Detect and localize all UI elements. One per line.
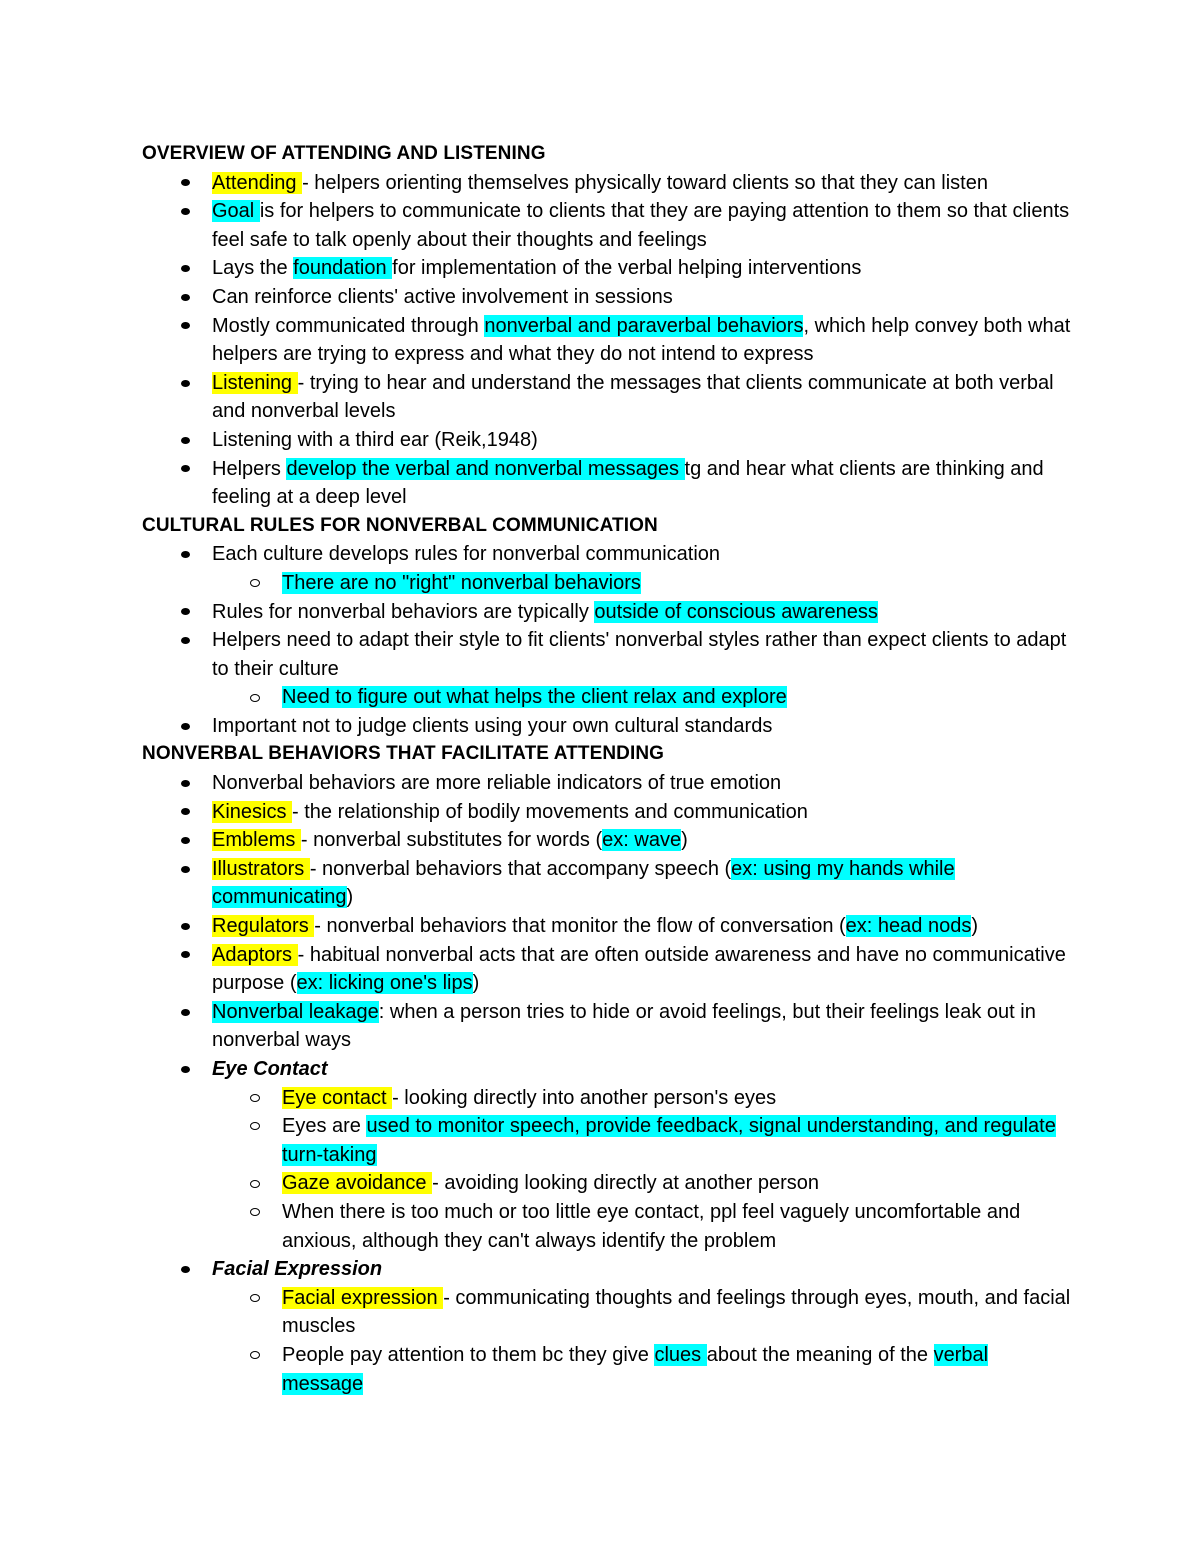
filled-disc-icon bbox=[178, 455, 192, 484]
cyan-highlighted-text: Nonverbal leakage bbox=[212, 1000, 379, 1023]
filled-disc-icon bbox=[178, 626, 192, 655]
text-run: - communicating thoughts and feelings through eyes, mouth, and facial muscles bbox=[282, 1286, 1071, 1338]
list-item bbox=[142, 169, 1072, 198]
list-item-text bbox=[212, 254, 1072, 283]
hollow-circle-icon bbox=[248, 1284, 262, 1313]
filled-disc-icon bbox=[178, 1255, 192, 1284]
list-item-text bbox=[212, 598, 1072, 627]
list-item bbox=[142, 598, 1072, 627]
text-run: Mostly communicated through bbox=[212, 314, 485, 337]
text-run: - nonverbal behaviors that accompany speech ( bbox=[309, 857, 732, 880]
cyan-highlighted-text: ex: using my hands while communicating bbox=[212, 857, 955, 909]
list-item-text bbox=[212, 1055, 1072, 1084]
cyan-highlighted-text: used to monitor speech, provide feedback, signal understanding, and regulate turn-taking bbox=[282, 1115, 1056, 1166]
list-item bbox=[142, 1198, 1072, 1255]
list-item bbox=[142, 569, 1072, 598]
cyan-highlighted-text: outside of conscious awareness bbox=[594, 600, 878, 623]
list-item bbox=[142, 855, 1072, 912]
list-item bbox=[142, 540, 1072, 569]
list-item bbox=[142, 826, 1072, 855]
text-run: Helpers need to adapt their style to fit clients' nonverbal styles rather than expect clients to adapt to their culture bbox=[212, 629, 1067, 680]
list-item-text bbox=[212, 369, 1072, 426]
notes-content bbox=[142, 140, 1072, 1398]
list-item-text bbox=[282, 1169, 1072, 1198]
text-run: - the relationship of bodily movements and communication bbox=[292, 800, 808, 823]
text-run: - trying to hear and understand the messages that clients communicate at both verbal and nonverbal levels bbox=[212, 371, 1054, 423]
text-run: Can reinforce clients' active involvement in sessions bbox=[212, 285, 673, 308]
subsection-title: Eye Contact bbox=[212, 1058, 328, 1080]
list-item-text bbox=[282, 1284, 1072, 1341]
text-run: for implementation of the verbal helping interventions bbox=[392, 257, 862, 280]
list-item bbox=[142, 312, 1072, 369]
filled-disc-icon bbox=[178, 197, 192, 226]
list-item bbox=[142, 426, 1072, 455]
text-run: Helpers bbox=[212, 457, 287, 480]
list-item bbox=[142, 798, 1072, 827]
text-run: , which help convey both what helpers are trying to express and what they do not intend to express bbox=[212, 314, 1071, 366]
list-item bbox=[142, 626, 1072, 683]
text-run: ) bbox=[346, 886, 354, 909]
list-item bbox=[142, 1255, 1072, 1284]
text-run: - avoiding looking directly at another person bbox=[432, 1172, 820, 1195]
list-item bbox=[142, 1112, 1072, 1169]
cyan-highlighted-text: ex: wave bbox=[602, 829, 682, 852]
filled-disc-icon bbox=[178, 912, 192, 941]
filled-disc-icon bbox=[178, 1055, 192, 1084]
yellow-highlighted-term: Kinesics bbox=[212, 800, 293, 823]
filled-disc-icon bbox=[178, 798, 192, 827]
text-run: about the meaning of the bbox=[706, 1343, 934, 1366]
list-item bbox=[142, 998, 1072, 1055]
list-item bbox=[142, 254, 1072, 283]
list-item bbox=[142, 1284, 1072, 1341]
hollow-circle-icon bbox=[248, 1341, 262, 1370]
text-run: : when a person tries to hide or avoid feelings, but their feelings leak out in nonverbal ways bbox=[212, 1000, 1036, 1052]
hollow-circle-icon bbox=[248, 683, 262, 712]
section-list bbox=[142, 769, 1072, 1398]
text-run: ) bbox=[681, 829, 688, 852]
text-run: Rules for nonverbal behaviors are typically bbox=[212, 600, 595, 623]
filled-disc-icon bbox=[178, 598, 192, 627]
filled-disc-icon bbox=[178, 998, 192, 1027]
cyan-highlighted-text: verbal message bbox=[282, 1343, 989, 1395]
filled-disc-icon bbox=[178, 369, 192, 398]
list-item-text bbox=[212, 540, 1072, 569]
list-item bbox=[142, 941, 1072, 998]
yellow-highlighted-term: Gaze avoidance bbox=[282, 1172, 433, 1195]
list-item bbox=[142, 197, 1072, 254]
yellow-highlighted-term: Emblems bbox=[212, 829, 301, 852]
list-item-text bbox=[282, 1084, 1072, 1113]
cyan-highlighted-text: There are no "right" nonverbal behaviors bbox=[282, 571, 641, 594]
filled-disc-icon bbox=[178, 712, 192, 741]
section-list bbox=[142, 540, 1072, 740]
list-item bbox=[142, 455, 1072, 512]
list-item bbox=[142, 1084, 1072, 1113]
section-heading: CULTURAL RULES FOR NONVERBAL COMMUNICATION bbox=[142, 514, 658, 536]
filled-disc-icon bbox=[178, 254, 192, 283]
text-run: - habitual nonverbal acts that are often outside awareness and have no communicative purpose ( bbox=[212, 943, 1066, 995]
list-item-text bbox=[212, 455, 1072, 512]
cyan-highlighted-text: ex: head nods bbox=[845, 915, 972, 938]
text-run: - helpers orienting themselves physically toward clients so that they can listen bbox=[302, 171, 988, 194]
text-run: Listening with a third ear (Reik,1948) bbox=[212, 428, 538, 451]
text-run: tg and hear what clients are thinking and feeling at a deep level bbox=[212, 457, 1044, 509]
hollow-circle-icon bbox=[248, 1112, 262, 1141]
list-item-text bbox=[282, 1341, 1072, 1398]
cyan-highlighted-text: clues bbox=[654, 1343, 707, 1366]
filled-disc-icon bbox=[178, 941, 192, 970]
section-heading: OVERVIEW OF ATTENDING AND LISTENING bbox=[142, 143, 546, 164]
text-run: Lays the bbox=[212, 257, 294, 280]
cyan-highlighted-text: develop the verbal and nonverbal messages bbox=[286, 457, 685, 480]
list-item-text bbox=[212, 855, 1072, 912]
list-item-text bbox=[212, 197, 1072, 254]
list-item-text bbox=[212, 1255, 1072, 1284]
text-run: is for helpers to communicate to clients that they are paying attention to them so that clients feel safe to talk openly about their thoughts and feelings bbox=[212, 200, 1070, 251]
text-run: ) bbox=[472, 972, 480, 995]
list-item-text bbox=[212, 998, 1072, 1055]
list-item bbox=[142, 769, 1072, 798]
cyan-highlighted-text: ex: licking one's lips bbox=[296, 972, 473, 995]
list-item bbox=[142, 912, 1072, 941]
cyan-highlighted-text: Need to figure out what helps the client relax and explore bbox=[282, 686, 787, 709]
yellow-highlighted-term: Adaptors bbox=[212, 943, 298, 966]
yellow-highlighted-term: Illustrators bbox=[212, 857, 310, 880]
list-item-text bbox=[212, 912, 1072, 941]
list-item-text bbox=[282, 569, 1072, 598]
list-item-text bbox=[212, 769, 1072, 798]
filled-disc-icon bbox=[178, 169, 192, 198]
list-item bbox=[142, 1169, 1072, 1198]
list-item bbox=[142, 283, 1072, 312]
filled-disc-icon bbox=[178, 769, 192, 798]
list-item bbox=[142, 1341, 1072, 1398]
section-list bbox=[142, 169, 1072, 512]
list-item-text bbox=[212, 312, 1072, 369]
filled-disc-icon bbox=[178, 540, 192, 569]
list-item bbox=[142, 1055, 1072, 1084]
list-item-text bbox=[282, 1198, 1072, 1255]
list-item-text bbox=[212, 626, 1072, 683]
yellow-highlighted-term: Regulators bbox=[212, 915, 315, 938]
subsection-title: Facial Expression bbox=[212, 1258, 383, 1281]
yellow-highlighted-term: Attending bbox=[212, 171, 303, 194]
list-item-text bbox=[212, 712, 1072, 741]
text-run: People pay attention to them bc they give bbox=[282, 1343, 655, 1366]
list-item-text bbox=[212, 941, 1072, 998]
yellow-highlighted-term: Facial expression bbox=[282, 1286, 444, 1309]
text-run: When there is too much or too little eye contact, ppl feel vaguely uncomfortable and anxious, although they can't always identify the problem bbox=[282, 1200, 1021, 1252]
cyan-highlighted-text: foundation bbox=[293, 257, 393, 280]
yellow-highlighted-term: Listening bbox=[212, 371, 298, 394]
filled-disc-icon bbox=[178, 283, 192, 312]
filled-disc-icon bbox=[178, 312, 192, 341]
text-run: - nonverbal substitutes for words ( bbox=[300, 829, 603, 852]
list-item-text bbox=[212, 798, 1072, 827]
list-item bbox=[142, 683, 1072, 712]
hollow-circle-icon bbox=[248, 1084, 262, 1113]
list-item-text bbox=[212, 826, 1072, 855]
list-item-text bbox=[212, 426, 1072, 455]
filled-disc-icon bbox=[178, 855, 192, 884]
text-run: Important not to judge clients using your own cultural standards bbox=[212, 714, 773, 737]
yellow-highlighted-term: Eye contact bbox=[282, 1086, 393, 1109]
text-run: - looking directly into another person's eyes bbox=[392, 1086, 777, 1109]
hollow-circle-icon bbox=[248, 1169, 262, 1198]
list-item-text bbox=[212, 283, 1072, 312]
text-run: Eyes are bbox=[282, 1115, 367, 1138]
list-item bbox=[142, 369, 1072, 426]
section-heading: NONVERBAL BEHAVIORS THAT FACILITATE ATTENDING bbox=[142, 743, 665, 765]
list-item-text bbox=[282, 683, 1072, 712]
list-item-text bbox=[212, 169, 1072, 198]
cyan-highlighted-text: Goal bbox=[212, 200, 260, 223]
list-item-text bbox=[282, 1112, 1072, 1169]
filled-disc-icon bbox=[178, 826, 192, 855]
text-run: ) bbox=[971, 915, 978, 938]
hollow-circle-icon bbox=[248, 1198, 262, 1227]
list-item bbox=[142, 712, 1072, 741]
text-run: Each culture develops rules for nonverbal communication bbox=[212, 543, 721, 566]
hollow-circle-icon bbox=[248, 569, 262, 598]
text-run: Nonverbal behaviors are more reliable indicators of true emotion bbox=[212, 772, 782, 795]
text-run: - nonverbal behaviors that monitor the flow of conversation ( bbox=[314, 915, 846, 938]
filled-disc-icon bbox=[178, 426, 192, 455]
cyan-highlighted-text: nonverbal and paraverbal behaviors bbox=[484, 314, 804, 337]
